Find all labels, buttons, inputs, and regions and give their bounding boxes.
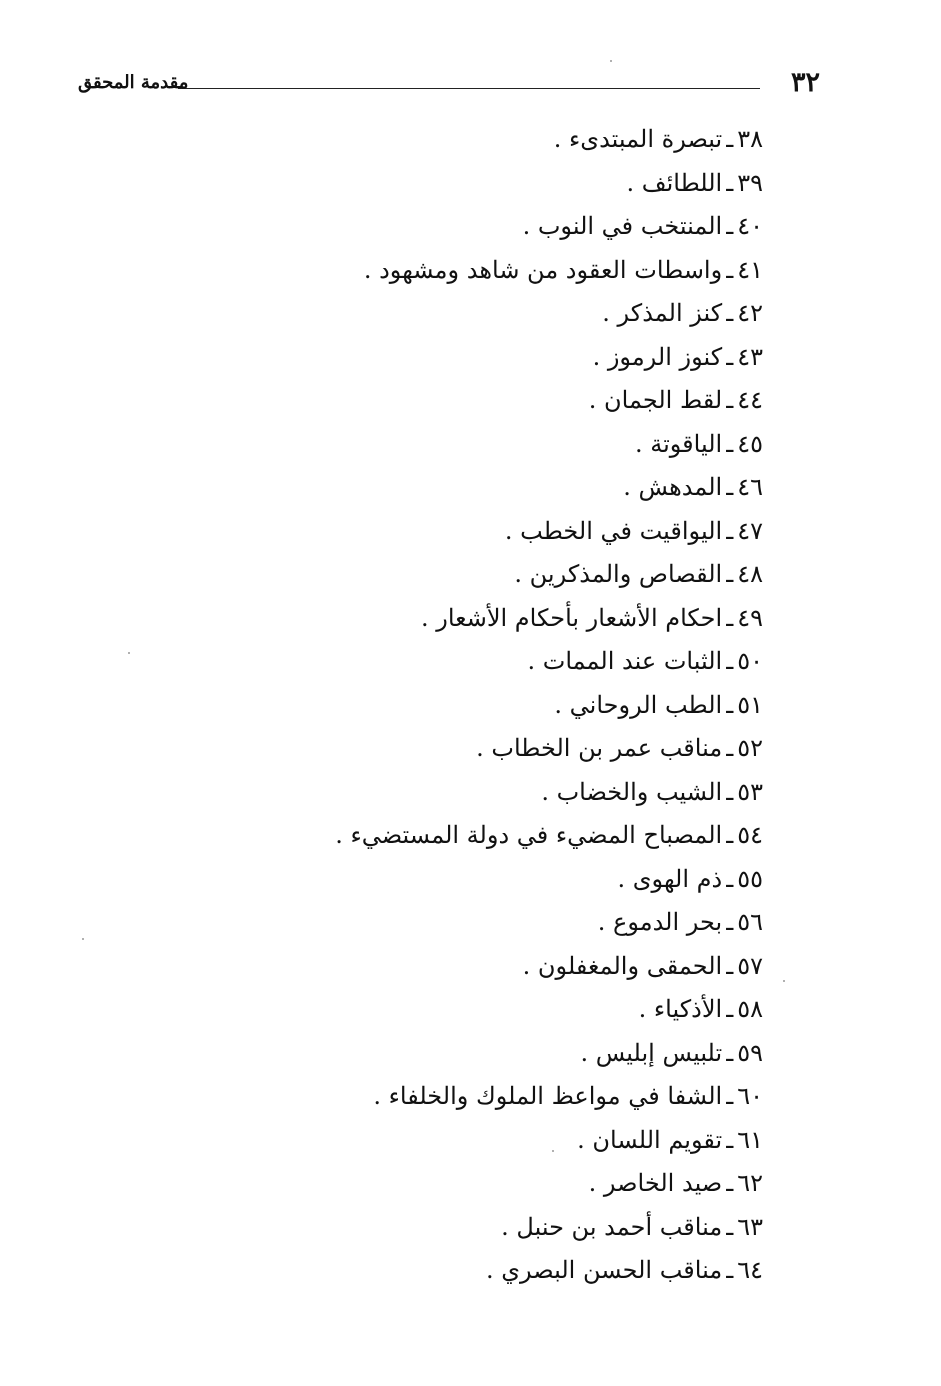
item-separator: ـ <box>726 473 734 501</box>
item-title: صيد الخاصر . <box>588 1169 723 1197</box>
item-number: ٦٠ <box>737 1082 763 1110</box>
item-separator: ـ <box>726 168 734 197</box>
item-separator: ـ <box>726 1212 734 1241</box>
item-title: واسطات العقود من شاهد ومشهود . <box>363 255 723 284</box>
item-number: ٤٠ <box>737 212 763 240</box>
item-title: مناقب عمر بن الخطاب . <box>476 734 723 762</box>
item-separator: ـ <box>726 951 734 980</box>
list-item <box>203 597 763 641</box>
item-separator: ـ <box>726 864 734 893</box>
running-title: مقدمة المحقق <box>78 72 189 93</box>
item-number: ٥٢ <box>737 734 763 762</box>
list-item <box>203 249 763 293</box>
item-title: الطب الروحاني . <box>554 690 723 719</box>
item-number: ٣٨ <box>737 125 763 153</box>
item-separator: ـ <box>726 995 734 1023</box>
item-number: ٤٦ <box>737 473 763 501</box>
list-item <box>203 1119 763 1163</box>
list-item <box>203 1206 763 1250</box>
item-title: اليواقيت في الخطب . <box>504 516 723 545</box>
list-item <box>203 1032 763 1076</box>
item-title: الياقوتة . <box>634 429 723 458</box>
item-title: الشيب والخضاب . <box>541 777 723 806</box>
item-title: الحمقى والمغفلون . <box>522 951 723 980</box>
item-title: الثبات عند الممات . <box>527 647 723 675</box>
list-item <box>203 466 763 510</box>
item-number: ٥٤ <box>737 821 763 849</box>
item-title: المصباح المضيء في دولة المستضيء . <box>335 821 723 849</box>
list-item <box>203 1162 763 1206</box>
scan-speck <box>552 1150 554 1152</box>
list-item <box>203 640 763 684</box>
item-separator: ـ <box>726 516 734 545</box>
item-number: ٤٨ <box>737 560 763 588</box>
item-number: ٤٣ <box>737 342 763 371</box>
item-separator: ـ <box>726 1038 734 1067</box>
item-separator: ـ <box>726 1125 734 1154</box>
scan-speck <box>610 60 612 62</box>
item-separator: ـ <box>726 690 734 719</box>
list-item <box>203 205 763 249</box>
item-title: لقط الجمان . <box>588 386 723 414</box>
list-item <box>203 553 763 597</box>
list-item <box>203 379 763 423</box>
item-number: ٤٤ <box>737 386 763 414</box>
item-separator: ـ <box>726 821 734 849</box>
item-title: تقويم اللسان . <box>577 1125 723 1154</box>
item-separator: ـ <box>726 299 734 327</box>
item-separator: ـ <box>726 212 734 240</box>
page-number: ٣٢ <box>790 67 820 98</box>
item-separator: ـ <box>726 603 734 632</box>
item-number: ٦١ <box>737 1125 763 1154</box>
list-item <box>203 684 763 728</box>
item-title: المنتخب في النوب . <box>522 212 723 240</box>
item-separator: ـ <box>726 386 734 414</box>
item-title: كنوز الرموز . <box>592 342 723 371</box>
item-number: ٥٠ <box>737 647 763 675</box>
list-item <box>203 292 763 336</box>
list-item <box>203 1075 763 1119</box>
item-separator: ـ <box>726 908 734 936</box>
item-title: احكام الأشعار بأحكام الأشعار . <box>420 603 723 632</box>
item-separator: ـ <box>726 560 734 588</box>
item-title: تبصرة المبتدىء . <box>553 125 723 153</box>
list-item <box>203 727 763 771</box>
list-item <box>203 901 763 945</box>
item-separator: ـ <box>726 429 734 458</box>
list-item <box>203 858 763 902</box>
item-title: الشفا في مواعظ الملوك والخلفاء . <box>373 1082 723 1110</box>
item-number: ٤٩ <box>737 603 763 632</box>
item-title: مناقب الحسن البصري . <box>486 1256 723 1284</box>
list-item <box>203 945 763 989</box>
item-number: ٤٥ <box>737 429 763 458</box>
item-number: ٥٧ <box>737 951 763 980</box>
item-number: ٦٣ <box>737 1212 763 1241</box>
item-number: ٦٤ <box>737 1256 763 1284</box>
list-item <box>203 510 763 554</box>
item-number: ٤٢ <box>737 299 763 327</box>
list-item <box>203 162 763 206</box>
scan-speck <box>82 938 84 940</box>
item-title: الأذكياء . <box>638 995 723 1023</box>
list-item <box>203 336 763 380</box>
item-title: ذم الهوى . <box>617 864 723 893</box>
list-item <box>203 814 763 858</box>
item-number: ٥٦ <box>737 908 763 936</box>
item-number: ٦٢ <box>737 1169 763 1197</box>
item-title: اللطائف . <box>626 168 723 197</box>
page-header <box>78 66 820 102</box>
item-separator: ـ <box>726 255 734 284</box>
item-separator: ـ <box>726 1256 734 1284</box>
item-separator: ـ <box>726 777 734 806</box>
item-number: ٥٩ <box>737 1038 763 1067</box>
works-list <box>203 118 763 1293</box>
list-item <box>203 118 763 162</box>
item-number: ٣٩ <box>737 168 763 197</box>
item-title: بحر الدموع . <box>597 908 723 936</box>
item-title: كنز المذكر . <box>602 299 723 327</box>
item-separator: ـ <box>726 125 734 153</box>
header-rule <box>178 88 760 89</box>
item-separator: ـ <box>726 342 734 371</box>
item-number: ٤١ <box>737 255 763 284</box>
item-title: القصاص والمذكرين . <box>514 560 723 588</box>
item-separator: ـ <box>726 1169 734 1197</box>
list-item <box>203 1249 763 1293</box>
item-title: مناقب أحمد بن حنبل . <box>501 1212 723 1241</box>
item-number: ٥٣ <box>737 777 763 806</box>
scan-speck <box>128 652 130 654</box>
item-separator: ـ <box>726 647 734 675</box>
item-title: تلبيس إبليس . <box>580 1038 723 1067</box>
list-item <box>203 988 763 1032</box>
item-number: ٥١ <box>737 690 763 719</box>
item-separator: ـ <box>726 734 734 762</box>
list-item <box>203 423 763 467</box>
item-title: المدهش . <box>623 473 723 501</box>
item-separator: ـ <box>726 1082 734 1110</box>
item-number: ٥٨ <box>737 995 763 1023</box>
list-item <box>203 771 763 815</box>
item-number: ٥٥ <box>737 864 763 893</box>
scan-speck <box>783 980 785 982</box>
item-number: ٤٧ <box>737 516 763 545</box>
